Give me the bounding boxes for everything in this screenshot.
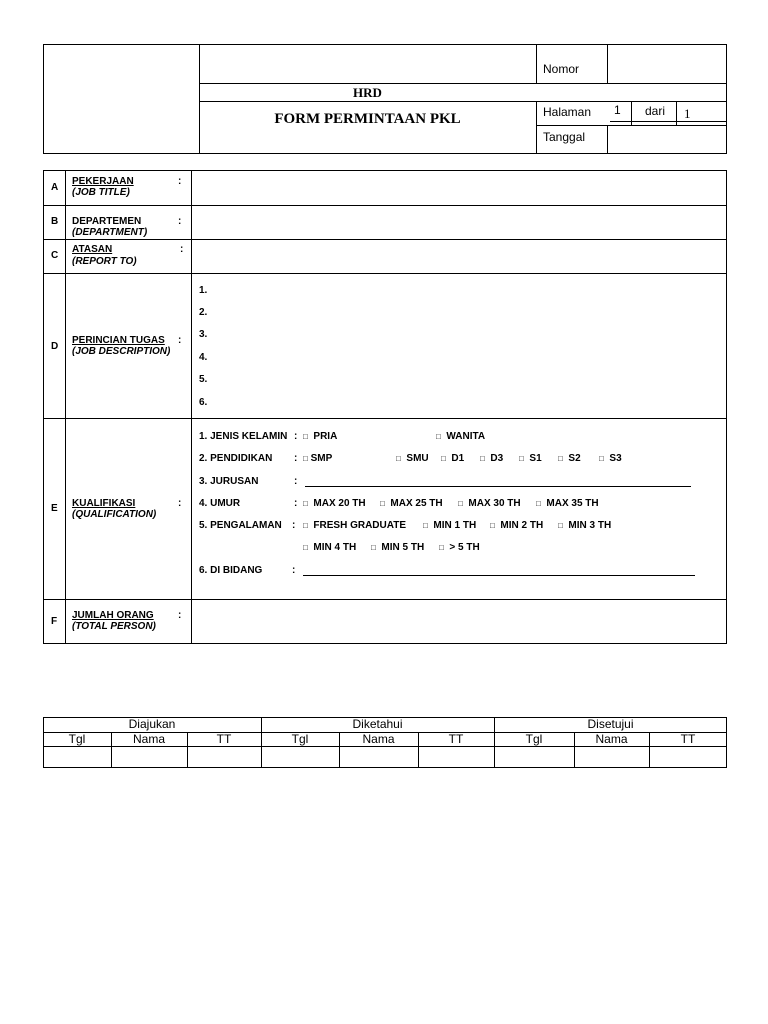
checkbox-min-1[interactable] — [423, 520, 476, 531]
checkbox-icon: □ — [558, 521, 563, 530]
checkbox-icon: □ — [439, 543, 444, 552]
total-person-label: (TOTAL PERSON) — [72, 621, 156, 632]
checkbox-icon: □ — [599, 454, 604, 463]
checkbox-max-30[interactable] — [458, 498, 521, 509]
colon: : — [294, 498, 298, 509]
checkbox-max-20[interactable] — [303, 498, 366, 509]
sign-cell[interactable] — [419, 747, 493, 767]
sign-cell[interactable] — [112, 747, 186, 767]
checkbox-pria[interactable] — [303, 431, 337, 442]
checkbox-icon: □ — [303, 432, 308, 441]
sign-cell[interactable] — [495, 747, 573, 767]
opt-min-1: MIN 1 TH — [433, 520, 477, 531]
checkbox-smu[interactable] — [396, 453, 429, 464]
checkbox-icon: □ — [303, 499, 308, 508]
opt-max-35: MAX 35 TH — [546, 498, 599, 509]
row-letter-e: E — [51, 503, 58, 514]
col-nama: Nama — [362, 732, 395, 746]
checkbox-over-5[interactable] — [439, 542, 480, 553]
colon: : — [292, 520, 296, 531]
colon: : — [178, 610, 182, 621]
colon: : — [292, 565, 296, 576]
checkbox-icon: □ — [480, 454, 485, 463]
checkbox-icon: □ — [380, 499, 385, 508]
group-diketahui: Diketahui — [352, 717, 403, 731]
checkbox-smp[interactable] — [303, 453, 332, 464]
col-tt: TT — [216, 732, 232, 746]
q-pendidikan: 2. PENDIDIKAN — [199, 453, 273, 464]
checkbox-icon: □ — [303, 454, 308, 463]
halaman-value: 1 — [614, 103, 621, 117]
col-tt: TT — [680, 732, 696, 746]
opt-min-5: MIN 5 TH — [381, 542, 425, 553]
opt-d1: D1 — [451, 453, 465, 464]
jurusan-input-line[interactable] — [305, 486, 691, 487]
col-tgl: Tgl — [291, 732, 309, 746]
job-item-2[interactable]: 2. — [199, 307, 208, 318]
opt-min-3: MIN 3 TH — [568, 520, 612, 531]
sign-cell[interactable] — [262, 747, 338, 767]
jumlah-orang-label: JUMLAH ORANG — [72, 610, 154, 621]
colon: : — [178, 216, 182, 227]
colon: : — [178, 498, 182, 509]
group-diajukan: Diajukan — [128, 717, 176, 731]
opt-smp: SMP — [310, 453, 333, 464]
pekerjaan-label: PEKERJAAN — [72, 176, 134, 187]
checkbox-icon: □ — [436, 432, 441, 441]
departemen-label: DEPARTEMEN — [72, 216, 142, 227]
kualifikasi-label: KUALIFIKASI — [72, 498, 136, 509]
colon: : — [294, 476, 298, 487]
job-description-label: (JOB DESCRIPTION) — [72, 346, 171, 357]
di-bidang-input-line[interactable] — [303, 575, 695, 576]
departemen-field[interactable] — [193, 207, 725, 238]
tanggal-label: Tanggal — [543, 130, 586, 144]
opt-s3: S3 — [609, 453, 622, 464]
report-to-label: (REPORT TO) — [72, 256, 137, 267]
checkbox-icon: □ — [536, 499, 541, 508]
colon: : — [294, 453, 298, 464]
checkbox-min-3[interactable] — [558, 520, 611, 531]
jumlah-orang-field[interactable] — [193, 601, 725, 643]
checkbox-min-2[interactable] — [490, 520, 543, 531]
checkbox-min-5[interactable] — [371, 542, 424, 553]
col-tt: TT — [448, 732, 464, 746]
sign-cell[interactable] — [188, 747, 260, 767]
sign-cell[interactable] — [650, 747, 726, 767]
col-nama: Nama — [595, 732, 628, 746]
department-label: (DEPARTMENT) — [72, 227, 148, 238]
checkbox-d1[interactable] — [441, 453, 464, 464]
opt-min-2: MIN 2 TH — [500, 520, 544, 531]
checkbox-icon: □ — [303, 521, 308, 530]
perincian-tugas-label: PERINCIAN TUGAS — [72, 335, 165, 346]
job-item-5[interactable]: 5. — [199, 374, 208, 385]
form-title: FORM PERMINTAAN PKL — [274, 111, 461, 127]
tanggal-field[interactable] — [608, 126, 726, 153]
checkbox-icon: □ — [458, 499, 463, 508]
qualification-label: (QUALIFICATION) — [72, 509, 157, 520]
checkbox-s1[interactable] — [519, 453, 542, 464]
atasan-label: ATASAN — [72, 244, 113, 255]
checkbox-fresh-graduate[interactable] — [303, 520, 406, 531]
checkbox-icon: □ — [441, 454, 446, 463]
opt-fresh-graduate: FRESH GRADUATE — [313, 520, 406, 531]
row-letter-a: A — [51, 182, 59, 193]
opt-max-20: MAX 20 TH — [313, 498, 366, 509]
job-item-3[interactable]: 3. — [199, 329, 208, 340]
opt-s2: S2 — [568, 453, 581, 464]
opt-over-5: > 5 TH — [449, 542, 480, 553]
checkbox-max-25[interactable] — [380, 498, 443, 509]
q-di-bidang: 6. DI BIDANG — [199, 565, 263, 576]
checkbox-icon: □ — [396, 454, 401, 463]
col-tgl: Tgl — [68, 732, 86, 746]
checkbox-icon: □ — [519, 454, 524, 463]
dept-title: HRD — [353, 85, 382, 100]
checkbox-icon: □ — [423, 521, 428, 530]
pekerjaan-field[interactable] — [193, 172, 725, 204]
checkbox-icon: □ — [371, 543, 376, 552]
opt-min-4: MIN 4 TH — [313, 542, 357, 553]
colon: : — [294, 431, 298, 442]
opt-d3: D3 — [490, 453, 504, 464]
opt-max-30: MAX 30 TH — [468, 498, 521, 509]
colon: : — [180, 244, 184, 255]
colon: : — [178, 176, 182, 187]
colon: : — [178, 335, 182, 346]
opt-max-25: MAX 25 TH — [390, 498, 443, 509]
checkbox-icon: □ — [303, 543, 308, 552]
sign-cell[interactable] — [340, 747, 417, 767]
checkbox-icon: □ — [490, 521, 495, 530]
checkbox-min-4[interactable] — [303, 542, 356, 553]
halaman-label: Halaman — [543, 105, 592, 119]
checkbox-wanita[interactable] — [436, 431, 485, 442]
atasan-field[interactable] — [193, 241, 725, 272]
row-letter-d: D — [51, 341, 59, 352]
q-jenis-kelamin: 1. JENIS KELAMIN — [199, 431, 288, 442]
row-letter-b: B — [51, 216, 59, 227]
dari-value: 1 — [684, 106, 691, 121]
opt-smu: SMU — [406, 453, 429, 464]
col-nama: Nama — [132, 732, 165, 746]
opt-pria: PRIA — [313, 431, 338, 442]
checkbox-d3[interactable] — [480, 453, 503, 464]
checkbox-icon: □ — [558, 454, 563, 463]
col-tgl: Tgl — [525, 732, 543, 746]
sign-cell[interactable] — [575, 747, 648, 767]
job-item-6[interactable]: 6. — [199, 397, 208, 408]
checkbox-max-35[interactable] — [536, 498, 599, 509]
group-disetujui: Disetujui — [587, 717, 634, 731]
q-umur: 4. UMUR — [199, 498, 241, 509]
row-letter-c: C — [51, 250, 59, 261]
nomor-label: Nomor — [543, 62, 580, 76]
nomor-field[interactable] — [608, 45, 726, 83]
checkbox-s2[interactable] — [558, 453, 581, 464]
row-letter-f: F — [51, 616, 58, 627]
sign-cell[interactable] — [44, 747, 110, 767]
job-item-4[interactable]: 4. — [199, 352, 208, 363]
opt-wanita: WANITA — [446, 431, 486, 442]
job-item-1[interactable]: 1. — [199, 285, 208, 296]
dari-label: dari — [645, 104, 666, 118]
job-title-label: (JOB TITLE) — [72, 187, 130, 198]
logo-area — [44, 45, 198, 153]
q-jurusan: 3. JURUSAN — [199, 476, 259, 487]
q-pengalaman: 5. PENGALAMAN — [199, 520, 282, 531]
opt-s1: S1 — [529, 453, 542, 464]
checkbox-s3[interactable] — [599, 453, 622, 464]
